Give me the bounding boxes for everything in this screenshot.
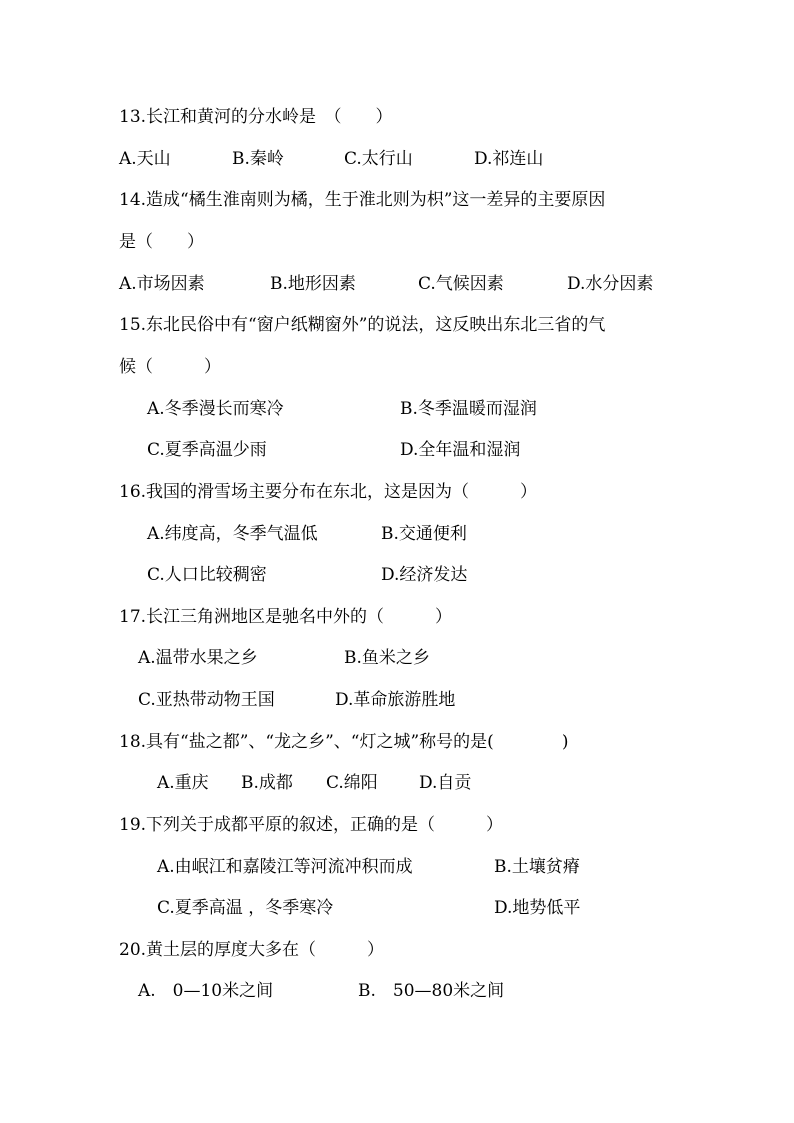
question-18-option-c: C.绵阳 [326,773,378,793]
question-19-option-a: A.由岷江和嘉陵江等河流冲积而成 [157,857,413,877]
question-18-option-a: A.重庆 [157,773,209,793]
question-14-option-a: A.市场因素 [119,274,205,294]
question-20-option-a: A. 0—10米之间 [138,981,274,1001]
question-15-option-b: B.冬季温暖而湿润 [400,399,537,419]
question-19-option-b: B.土壤贫瘠 [494,857,580,877]
question-17-option-a: A.温带水果之乡 [138,648,258,668]
question-13-option-d: D.祁连山 [474,149,544,169]
question-16-option-b: B.交通便利 [381,524,467,544]
question-15-option-c: C.夏季高温少雨 [147,440,267,460]
question-15-stem-line-1: 15.东北民俗中有“窗户纸糊窗外”的说法，这反映出东北三省的气 [119,315,606,335]
question-14-option-d: D.水分因素 [567,274,654,294]
question-16-option-d: D.经济发达 [381,565,468,585]
question-14-option-c: C.气候因素 [418,274,504,294]
question-15-option-d: D.全年温和湿润 [400,440,521,460]
question-20-stem: 20.黄土层的厚度大多在（ ） [119,940,385,960]
question-17-option-c: C.亚热带动物王国 [138,690,275,710]
question-13-stem: 13.长江和黄河的分水岭是 （ ） [119,107,393,127]
question-16-option-a: A.纬度高，冬季气温低 [147,524,318,544]
question-19-option-d: D.地势低平 [494,898,581,918]
question-19-option-c: C.夏季高温 ，冬季寒冷 [157,898,334,918]
question-17-stem: 17.长江三角洲地区是驰名中外的（ ） [119,607,453,627]
question-15-option-a: A.冬季漫长而寒冷 [147,399,284,419]
question-13-option-c: C.太行山 [344,149,413,169]
question-17-option-d: D.革命旅游胜地 [335,690,456,710]
question-18-option-d: D.自贡 [419,773,472,793]
question-14-stem-line-1: 14.造成“橘生淮南则为橘，生于淮北则为枳”这一差异的主要原因 [119,190,606,210]
question-17-option-b: B.鱼米之乡 [344,648,430,668]
question-13-option-a: A.天山 [119,149,171,169]
question-14-stem-line-2: 是（ ） [119,232,204,252]
question-14-option-b: B.地形因素 [270,274,356,294]
question-19-stem: 19.下列关于成都平原的叙述，正确的是（ ） [119,815,504,835]
question-15-stem-line-2: 候（ ） [119,357,221,377]
question-18-stem: 18.具有“盐之都”、“龙之乡”、“灯之城”称号的是( ) [119,732,569,752]
question-20-option-b: B. 50—80米之间 [358,981,505,1001]
question-13-option-b: B.秦岭 [232,149,284,169]
question-16-option-c: C.人口比较稠密 [147,565,267,585]
question-16-stem: 16.我国的滑雪场主要分布在东北，这是因为（ ） [119,482,538,502]
question-18-option-b: B.成都 [241,773,293,793]
